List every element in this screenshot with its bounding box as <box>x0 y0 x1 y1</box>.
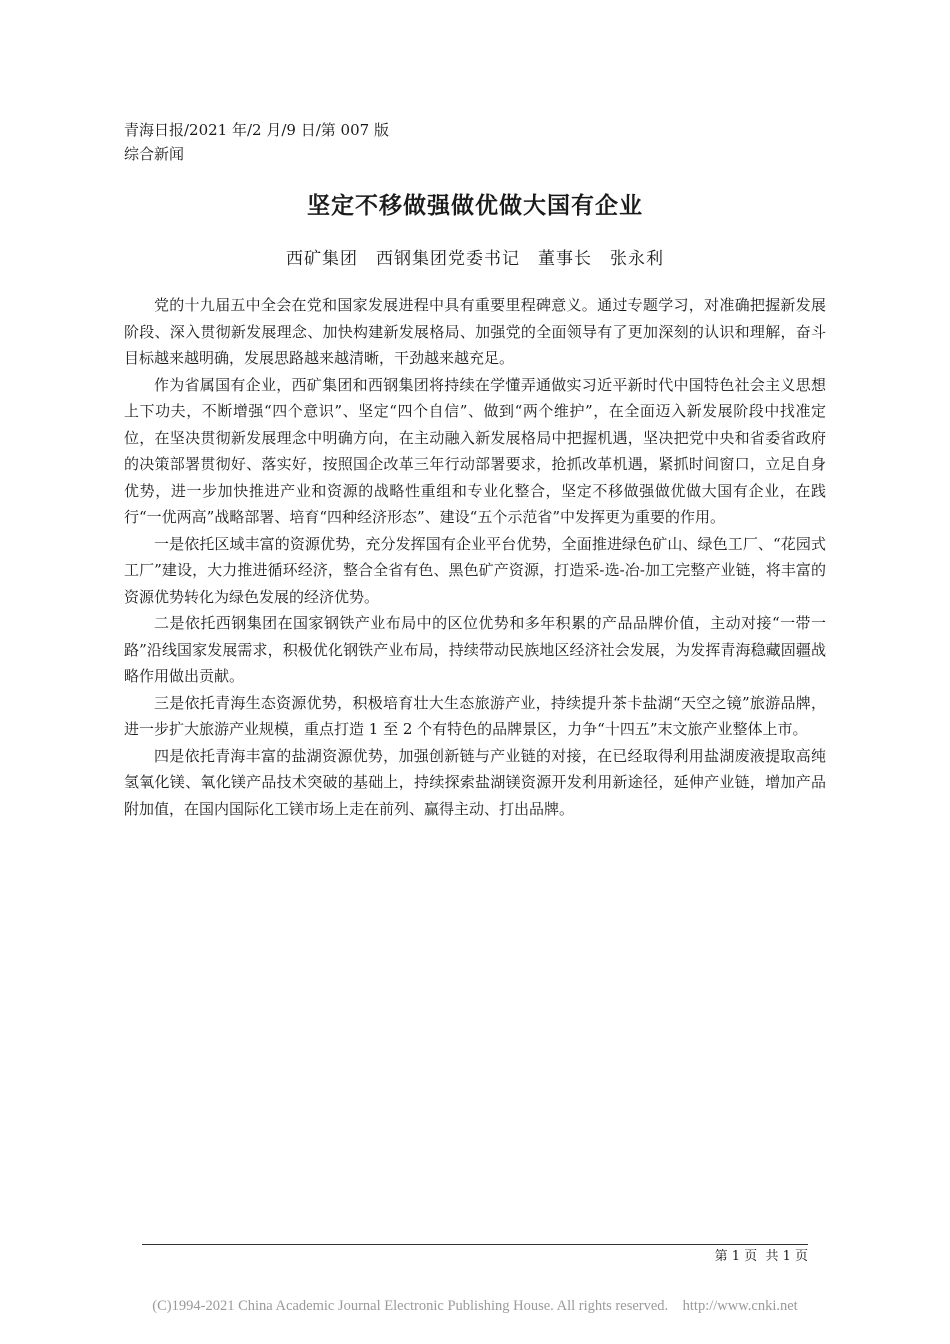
paragraph-6: 四是依托青海丰富的盐湖资源优势，加强创新链与产业链的对接，在已经取得利用盐湖废液提取高纯氢氧化镁、氧化镁产品技术突破的基础上，持续探索盐湖镁资源开发利用新途径，延伸产业链，增加产品附加值，在国内国际化工镁市场上走在前列、赢得主动、打出品牌。 <box>124 746 826 818</box>
article-title: 坚定不移做强做优做大国有企业 <box>307 193 643 219</box>
paragraph-1: 党的十九届五中全会在党和国家发展进程中具有重要里程碑意义。通过专题学习，对准确把握新发展阶段、深入贯彻新发展理念、加快构建新发展格局、加强党的全面领导有了更加深刻的认识和理解，奋斗目标越来越明确，发展思路越来越清晰，干劲越来越充足。 <box>124 296 826 367</box>
article-author: 西矿集团 西钢集团党委书记 董事长 张永利 <box>286 249 664 269</box>
section-label: 综合新闻 <box>124 145 185 163</box>
page-number: 第 1 页 共 1 页 <box>714 1249 808 1264</box>
article-body <box>124 292 826 822</box>
source-line: 青海日报/2021 年/2 月/9 日/第 007 版 <box>124 121 389 139</box>
paragraph-4: 二是依托西钢集团在国家钢铁产业布局中的区位优势和多年积累的产品品牌价值，主动对接“一带一路”沿线国家发展需求，积极优化钢铁产业布局，持续带动民族地区经济社会发展，为发挥青海稳藏固疆战略作用做出贡献。 <box>124 614 826 685</box>
paragraph-5: 三是依托青海生态资源优势，积极培育壮大生态旅游产业，持续提升茶卡盐湖“天空之镜”旅游品牌，进一步扩大旅游产业规模，重点打造 1 至 2 个有特色的品牌景区，力争“十四五”末文旅产业整体上市。 <box>124 693 826 738</box>
copyright-notice: (C)1994-2021 China Academic Journal Electronic Publishing House. All rights reserved. http://www.cnki.net <box>152 1298 798 1314</box>
footer-divider <box>142 1244 808 1245</box>
paragraph-3: 一是依托区域丰富的资源优势，充分发挥国有企业平台优势，全面推进绿色矿山、绿色工厂、“花园式工厂”建设，大力推进循环经济，整合全省有色、黑色矿产资源，打造采-选-冶-加工完整产业链，将丰富的资源优势转化为绿色发展的经济优势。 <box>124 534 826 606</box>
paragraph-2: 作为省属国有企业，西矿集团和西钢集团将持续在学懂弄通做实习近平新时代中国特色社会主义思想上下功夫，不断增强“四个意识”、坚定“四个自信”、做到“两个维护”，在全面迈入新发展阶段中找准定位，在坚决贯彻新发展理念中明确方向，在主动融入新发展格局中把握机遇，坚决把党中央和省委省政府的决策部署贯彻好、落实好，按照国企改革三年行动部署要求，抢抓改革机遇，紧抓时间窗口，立足自身优势，进一步加快推进产业和资源的战略性重组和专业化整合，坚定不移做强做优做大国有企业，在践行“一优两高”战略部署、培育“四种经济形态”、建设“五个示范省”中发挥更为重要的作用。 <box>124 375 826 526</box>
